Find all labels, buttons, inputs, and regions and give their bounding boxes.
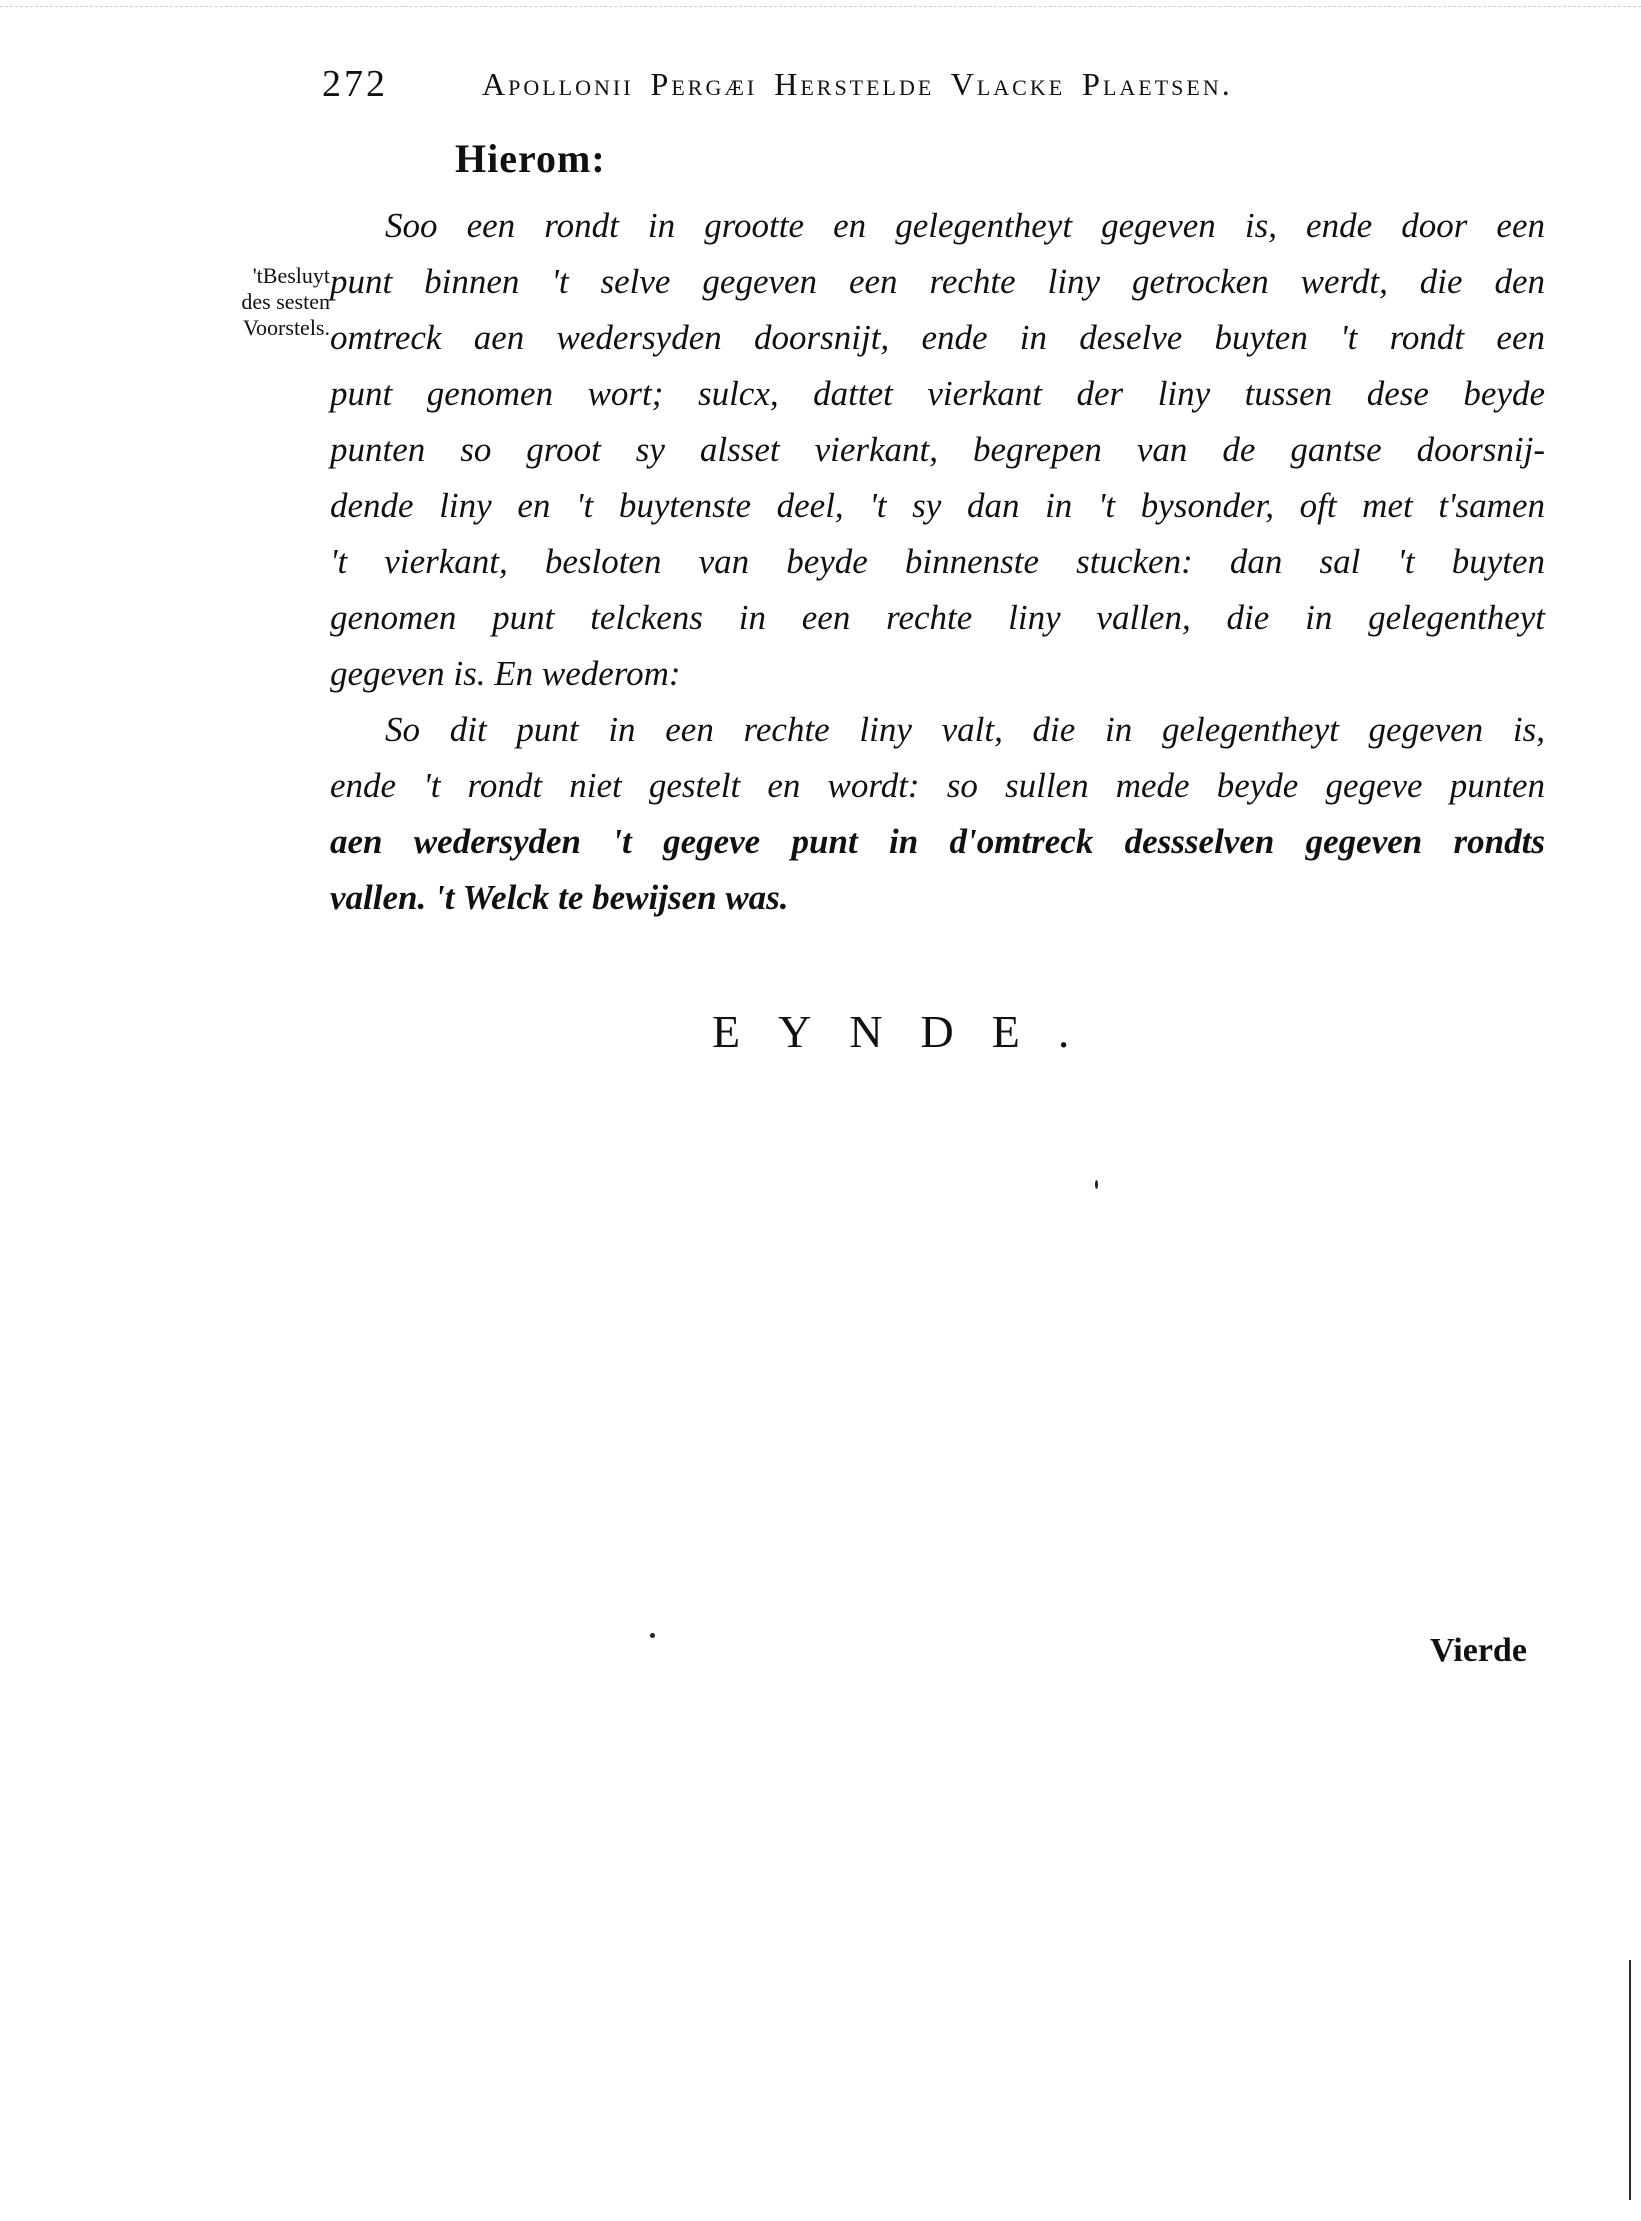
catchword: Vierde [1430, 1632, 1527, 1669]
body-line: genomen punt telckens in een rechte liny vallen, die in gelegentheyt [330, 598, 1545, 637]
body-line: punt binnen 't selve gegeven een rechte liny getrocken werdt, die den [330, 262, 1545, 301]
ink-speck [1095, 1180, 1098, 1189]
margin-note-line: Voorstels. [243, 315, 330, 340]
body-line: omtreck aen wedersyden doorsnijt, ende in deselve buyten 't rondt een [330, 318, 1545, 357]
running-head [322, 62, 1452, 112]
scan-edge-top [0, 6, 1641, 7]
body-line: aen wedersyden 't gegeve punt in d'omtreck dessselven gegeven rondts [330, 822, 1545, 861]
closing-word: EYNDE. [712, 1006, 1108, 1057]
body-line: gegeven is. En wederom: [330, 654, 681, 693]
body-line: dende liny en 't buytenste deel, 't sy dan in 't bysonder, oft met t'samen [330, 486, 1545, 525]
body-line: So dit punt in een rechte liny valt, die in gelegentheyt gegeven is, [385, 710, 1545, 749]
margin-note-line: des sesten [241, 289, 330, 314]
body-text [330, 198, 1545, 926]
ink-speck [650, 1633, 655, 1638]
running-head-title: Apollonii Pergæi Herstelde Vlacke Plaetsen. [482, 66, 1233, 102]
page-number: 272 [322, 63, 388, 105]
margin-note [180, 263, 330, 341]
body-line: punten so groot sy alsset vierkant, begrepen van de gantse doorsnij- [330, 430, 1545, 469]
margin-note-line: 'tBesluyt [252, 263, 330, 288]
body-line: 't vierkant, besloten van beyde binnenste stucken: dan sal 't buyten [330, 542, 1545, 581]
body-line: ende 't rondt niet gestelt en wordt: so sullen mede beyde gegeve punten [330, 766, 1545, 805]
scan-edge-right [1629, 1960, 1631, 2200]
body-line: vallen. 't Welck te bewijsen was. [330, 878, 789, 917]
section-heading: Hierom: [455, 136, 606, 181]
body-line: Soo een rondt in grootte en gelegentheyt gegeven is, ende door een [385, 206, 1545, 245]
body-line: punt genomen wort; sulcx, dattet vierkant der liny tussen dese beyde [330, 374, 1545, 413]
